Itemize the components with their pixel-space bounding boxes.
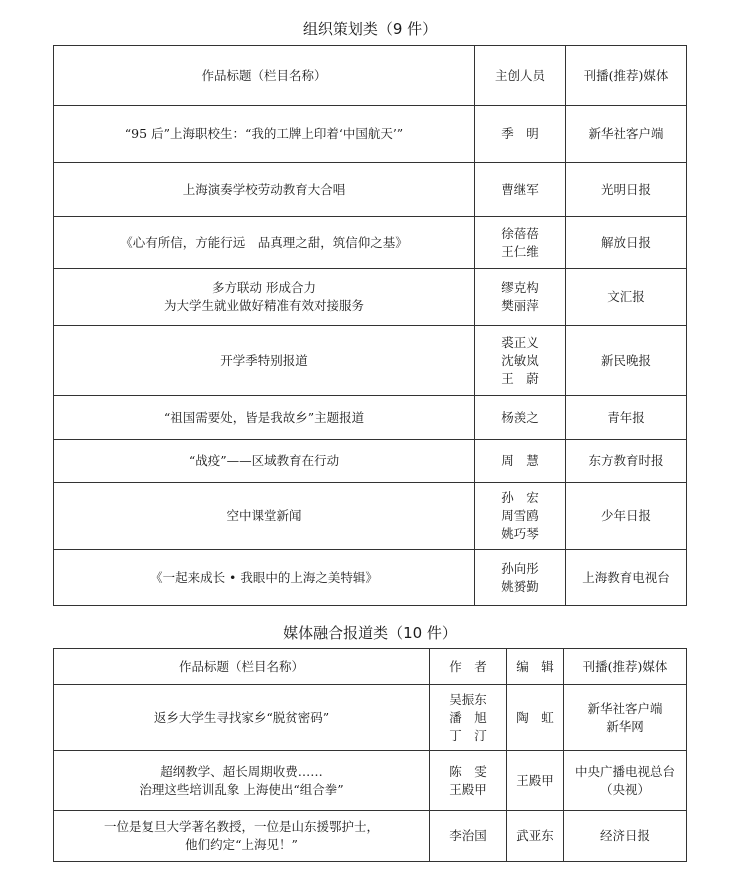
header-creators: 主创人员 — [475, 46, 566, 106]
authors: 吴振东 潘 旭 丁 汀 — [430, 685, 507, 751]
table-row — [54, 751, 687, 811]
media: 光明日报 — [566, 163, 687, 217]
work-title: 超纲教学、超长周期收费…… 治理这些培训乱象 上海使出“组合拳” — [54, 751, 430, 811]
work-title: 上海演奏学校劳动教育大合唱 — [54, 163, 475, 217]
organization-planning-table — [53, 45, 687, 606]
authors: 陈 雯 王殿甲 — [430, 751, 507, 811]
header-title: 作品标题（栏目名称） — [54, 649, 430, 685]
media: 新华社客户端 — [566, 106, 687, 163]
creators: 孙 宏 周雪鸥 姚巧琴 — [475, 483, 566, 550]
table-row — [54, 326, 687, 396]
media: 少年日报 — [566, 483, 687, 550]
table-row — [54, 440, 687, 483]
media-fusion-table — [53, 648, 687, 862]
editor: 武亚东 — [507, 811, 564, 862]
header-media: 刊播(推荐)媒体 — [566, 46, 687, 106]
table-row — [54, 811, 687, 862]
header-media: 刊播(推荐)媒体 — [564, 649, 687, 685]
media: 经济日报 — [564, 811, 687, 862]
work-title: 多方联动 形成合力 为大学生就业做好精准有效对接服务 — [54, 269, 475, 326]
creators: 周 慧 — [475, 440, 566, 483]
table-row — [54, 217, 687, 269]
table-header-row — [54, 649, 687, 685]
section2-title: 媒体融合报道类（10 件） — [283, 624, 457, 642]
media: 青年报 — [566, 396, 687, 440]
header-title: 作品标题（栏目名称） — [54, 46, 475, 106]
creators: 季 明 — [475, 106, 566, 163]
table-row — [54, 106, 687, 163]
work-title: 《心有所信，方能行远 品真理之甜，筑信仰之基》 — [54, 217, 475, 269]
media: 东方教育时报 — [566, 440, 687, 483]
table-row — [54, 269, 687, 326]
media: 解放日报 — [566, 217, 687, 269]
work-title: 空中课堂新闻 — [54, 483, 475, 550]
table-header-row — [54, 46, 687, 106]
media: 文汇报 — [566, 269, 687, 326]
creators: 孙向彤 姚赟勤 — [475, 550, 566, 606]
creators: 裘正义 沈敏岚 王 蔚 — [475, 326, 566, 396]
media: 新华社客户端 新华网 — [564, 685, 687, 751]
media: 上海教育电视台 — [566, 550, 687, 606]
work-title: 《一起来成长 • 我眼中的上海之美特辑》 — [54, 550, 475, 606]
creators: 缪克构 樊丽萍 — [475, 269, 566, 326]
table-row — [54, 163, 687, 217]
media: 中央广播电视总台 （央视） — [564, 751, 687, 811]
creators: 杨羡之 — [475, 396, 566, 440]
table-row — [54, 685, 687, 751]
authors: 李治国 — [430, 811, 507, 862]
media: 新民晚报 — [566, 326, 687, 396]
editor: 陶 虹 — [507, 685, 564, 751]
work-title: “祖国需要处，皆是我故乡”主题报道 — [54, 396, 475, 440]
header-authors: 作 者 — [430, 649, 507, 685]
work-title: 返乡大学生寻找家乡“脱贫密码” — [54, 685, 430, 751]
table-row — [54, 396, 687, 440]
table-row — [54, 550, 687, 606]
editor: 王殿甲 — [507, 751, 564, 811]
table-row — [54, 483, 687, 550]
work-title: “战疫”——区域教育在行动 — [54, 440, 475, 483]
creators: 曹继军 — [475, 163, 566, 217]
section1-title: 组织策划类（9 件） — [302, 20, 438, 38]
creators: 徐蓓蓓 王仁维 — [475, 217, 566, 269]
work-title: 一位是复旦大学著名教授，一位是山东援鄂护士， 他们约定“上海见！” — [54, 811, 430, 862]
work-title: “95 后”上海职校生：“我的工牌上印着‘中国航天’” — [54, 106, 475, 163]
work-title: 开学季特别报道 — [54, 326, 475, 396]
header-editor: 编 辑 — [507, 649, 564, 685]
